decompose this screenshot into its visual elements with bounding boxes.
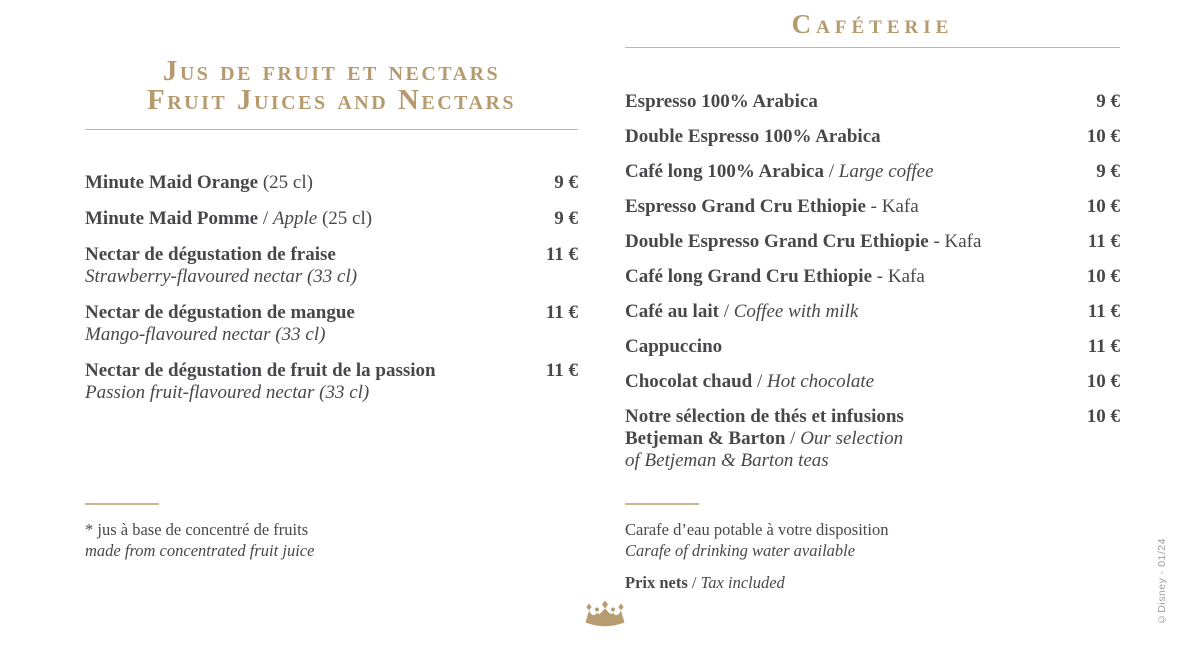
item-name-en: Apple [272,208,318,229]
item-separator: - [928,231,945,252]
tax-fr: Prix nets [625,573,688,592]
item-price: 11 € [1087,231,1120,252]
footnote-water-fr: Carafe d’eau potable à votre disposition [625,520,889,539]
item-line-primary [85,244,357,266]
footnote-divider [625,503,699,505]
item-price: 9 € [1096,91,1120,112]
menu-item [625,406,1120,472]
item-text [85,208,372,230]
item-price: 11 € [1087,336,1120,357]
item-line-primary [85,360,436,382]
item-line-primary [625,91,818,113]
item-line-primary [625,196,919,218]
item-name-fr: Nectar de dégustation de fraise [85,244,336,265]
item-line-primary [625,301,858,323]
item-text [625,91,818,113]
item-price: 10 € [1086,371,1120,392]
item-separator: / [258,208,273,229]
item-text [625,371,874,393]
tax-separator: / [687,573,701,592]
item-price: 10 € [1086,126,1120,147]
item-line-primary [625,266,925,288]
item-price: 11 € [545,360,578,381]
fruit-juices-title-fr: Jus de fruit et nectars [162,55,501,87]
menu-item [625,91,1120,113]
item-line-primary [625,231,981,253]
footnote-juices-en: made from concentrated fruit juice [85,541,315,560]
item-price: 11 € [545,302,578,323]
item-name-fr: Minute Maid Pomme [85,208,259,229]
menu-item [625,301,1120,323]
fruit-juices-title-en: Fruit Juices and Nectars [146,84,517,116]
menu-item [625,266,1120,288]
menu-item [625,371,1120,393]
item-separator: - [872,266,888,287]
item-name-fr: Cappuccino [625,336,723,357]
cafeterie-items [625,91,1120,472]
item-name-fr: Nectar de dégustation de mangue [85,302,355,323]
item-price: 9 € [554,208,578,229]
item-suffix: Kafa [887,266,925,287]
item-price: 11 € [545,244,578,265]
item-line-primary [85,302,355,324]
menu-item [625,126,1120,148]
item-line-primary [625,161,934,183]
item-text [625,161,934,183]
item-price: 10 € [1086,196,1120,217]
menu-item [85,172,578,194]
footnote-juices [85,503,314,561]
item-line-primary [625,371,874,393]
item-text [625,301,858,323]
item-suffix: Kafa [881,196,919,217]
item-line-secondary [625,428,904,450]
item-text [625,196,919,218]
item-size: (25 cl) [262,172,313,193]
item-name-en-block: Mango-flavoured nectar (33 cl) [85,324,326,345]
item-suffix: Kafa [944,231,982,252]
item-separator: / [785,428,801,449]
section-cafeterie [625,8,1120,485]
item-text [625,336,722,358]
item-name-fr: Chocolat chaud [625,371,753,392]
menu-item [625,196,1120,218]
menu-item [85,360,578,404]
menu-item [85,302,578,346]
cafeterie-title: Caféterie [791,9,954,39]
item-separator: - [865,196,882,217]
section-divider [85,129,578,130]
menu-item [625,336,1120,358]
item-text [625,126,881,148]
item-text [625,266,925,288]
item-name-en-block: Strawberry-flavoured nectar (33 cl) [85,266,358,287]
item-size: (25 cl) [321,208,373,229]
item-name-en: Coffee with milk [733,301,859,322]
item-line-primary [85,172,313,194]
menu-item [625,231,1120,253]
item-name-en-block: of Betjeman & Barton teas [625,450,829,471]
menu-item [85,208,578,230]
item-line-primary [625,336,722,358]
copyright-text: ©Disney - 01/24 [1156,538,1168,626]
item-name-fr: Espresso Grand Cru Ethiopie [625,196,866,217]
item-name-fr: Café au lait [625,301,719,322]
tax-included-line [625,572,888,593]
footnote-divider [85,503,159,505]
item-text [85,172,313,194]
item-name-fr: Café long 100% Arabica [625,161,824,182]
item-line-primary [625,406,904,428]
item-separator: / [823,161,839,182]
footnote-water-en: Carafe of drinking water available [625,541,856,560]
item-name-fr: Café long Grand Cru Ethiopie [625,266,873,287]
item-name-en-block: Passion fruit-flavoured nectar (33 cl) [85,382,370,403]
item-price: 9 € [1096,161,1120,182]
section-fruit-juices [85,57,578,418]
footnote-cafeterie [625,503,888,593]
item-separator: / [718,301,734,322]
tax-en: Tax included [700,573,785,592]
item-separator: / [752,371,767,392]
footnote-juices-fr: * jus à base de concentré de fruits [85,520,309,539]
item-text [625,231,981,253]
item-name-fr: Minute Maid Orange [85,172,259,193]
item-price: 10 € [1086,266,1120,287]
item-name-en: Our selection [800,428,904,449]
section-divider [625,47,1120,48]
item-name-fr: Double Espresso Grand Cru Ethiopie [625,231,929,252]
item-name-en: Hot chocolate [767,371,875,392]
item-text [625,406,904,472]
item-name-fr: Espresso 100% Arabica [625,91,818,112]
crown-icon [581,599,629,629]
item-text [85,244,357,288]
item-name-fr: Betjeman & Barton [625,428,786,449]
item-line-primary [625,126,881,148]
item-name-fr: Notre sélection de thés et infusions [625,406,904,427]
item-name-fr: Double Espresso 100% Arabica [625,126,881,147]
item-text [85,302,355,346]
fruit-juices-items [85,172,578,404]
item-name-fr: Nectar de dégustation de fruit de la passion [85,360,436,381]
item-price: 11 € [1087,301,1120,322]
item-price: 9 € [554,172,578,193]
item-name-en: Large coffee [838,161,934,182]
menu-item [625,161,1120,183]
item-line-primary [85,208,372,230]
menu-item [85,244,578,288]
item-price: 10 € [1086,406,1120,427]
item-text [85,360,436,404]
